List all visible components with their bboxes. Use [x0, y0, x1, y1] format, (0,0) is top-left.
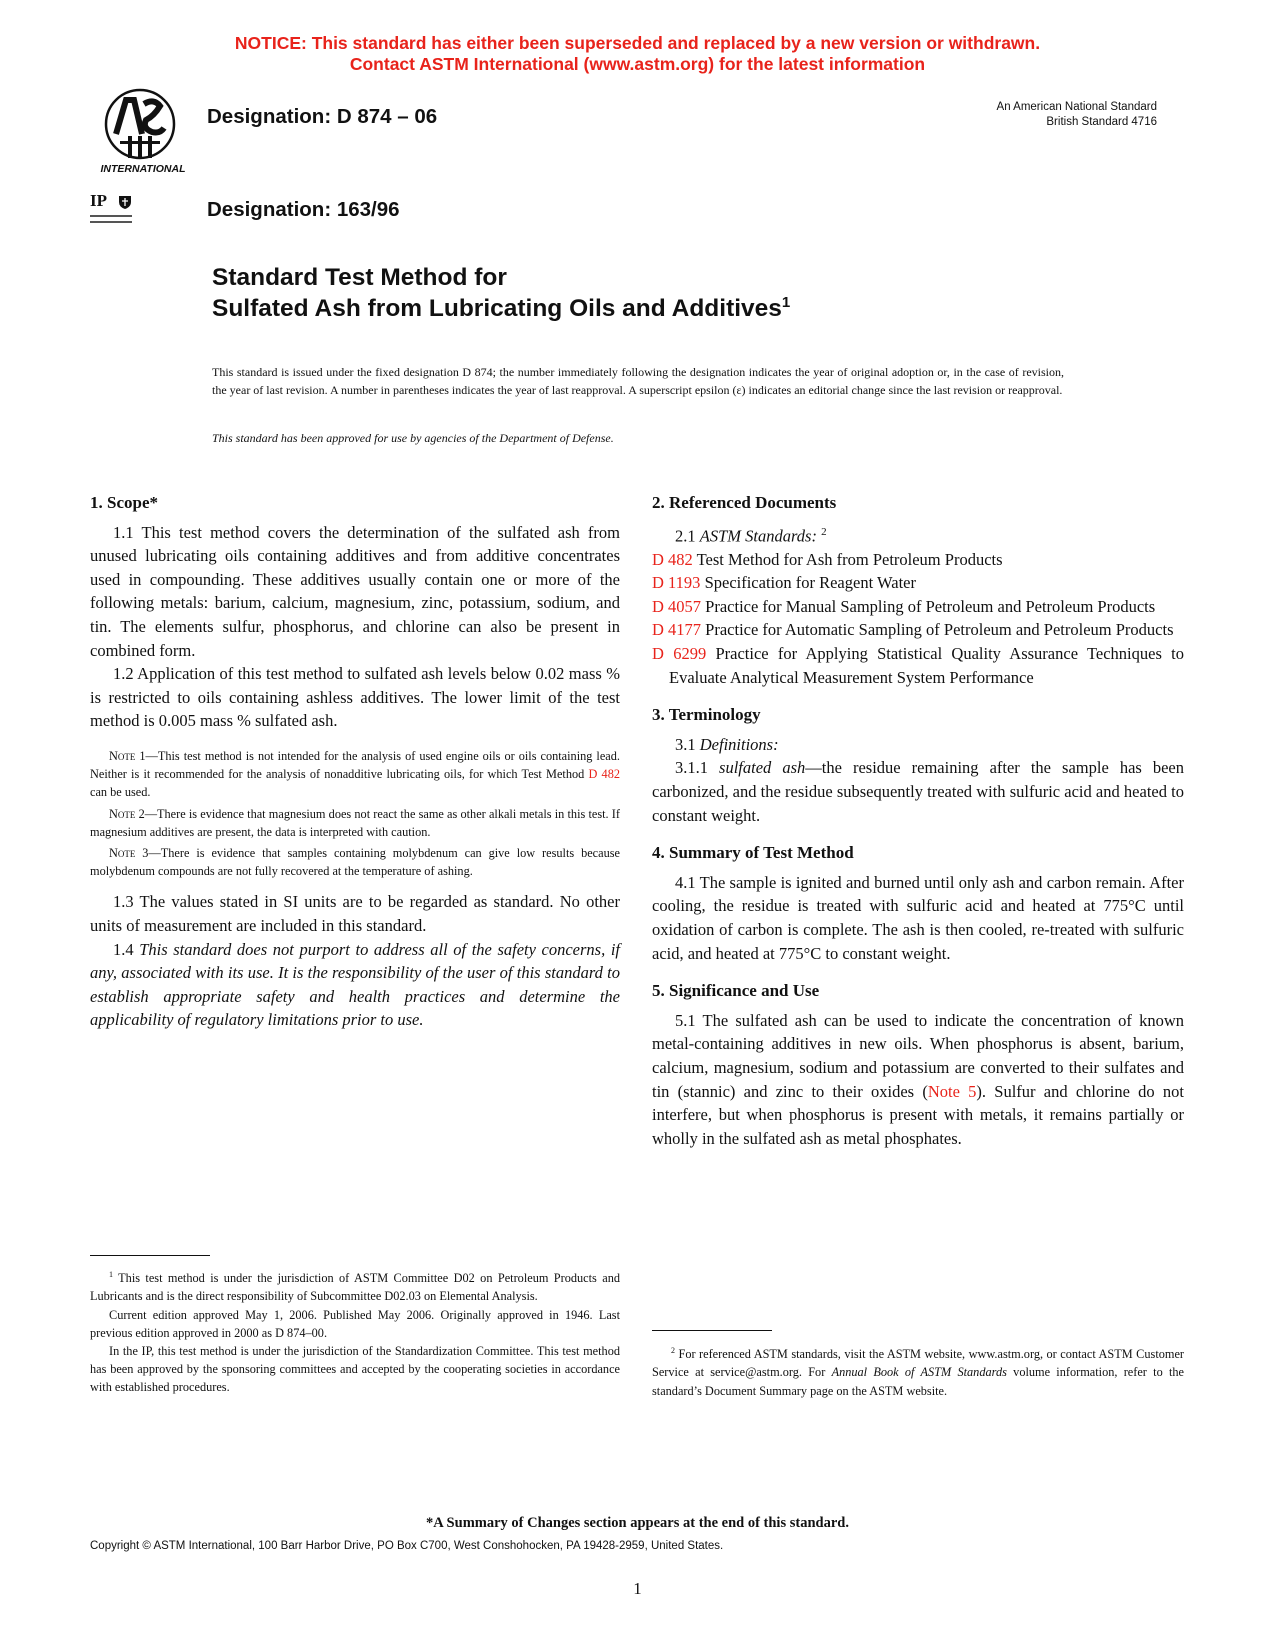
paragraph-2-1-number: 2.1 — [675, 526, 700, 546]
title-line-1: Standard Test Method for — [212, 264, 507, 291]
footnote-1-mark: 1 — [109, 1270, 113, 1279]
withdrawal-notice — [0, 33, 1275, 75]
note-2-text: 2—There is evidence that magnesium does not react the same as other alkali metals in this test. If magnesium additives are present, the data is interpreted with caution. — [90, 806, 620, 839]
ref-title: Specification for Reagent Water — [700, 573, 916, 593]
footnote-1-para-2: Current edition approved May 1, 2006. Published May 2006. Originally approved in 1946. Last previous edition approved in 2000 as D 874–00. — [90, 1307, 620, 1340]
note-2 — [90, 805, 620, 841]
footnote-1-para-1 — [90, 1266, 620, 1306]
footnote-rule — [90, 1255, 210, 1256]
paragraph-1-4 — [90, 938, 620, 1032]
paragraph-3-1-1-number: 3.1.1 — [675, 758, 720, 778]
section-significance-heading: 5. Significance and Use — [652, 981, 820, 1001]
ref-link[interactable]: D 1193 — [652, 573, 701, 593]
issuance-statement: This standard is issued under the fixed designation D 874; the number immediately following the designation indicates the year of original adoption or, in the case of revision, the year of last revision. A number in parentheses indicates the year of last reapproval. A superscript epsilon (ε) indicates an editorial change since the last revision or reapproval. — [212, 365, 1064, 397]
ref-link[interactable]: D 4177 — [652, 620, 702, 640]
footnote-2-text-c: volume information, refer to the standard’s Document Summary page on the ASTM website. — [652, 1365, 1185, 1398]
note-label: Note — [109, 806, 136, 821]
ref-title: Test Method for Ash from Petroleum Products — [692, 549, 1003, 569]
footnote-2-ref[interactable]: 2 — [821, 525, 827, 538]
footnote-1-para-3: In the IP, this test method is under the jurisdiction of the Standardization Committee. This test method has been approved by the sponsoring committees and accepted by the cooperating societies in accordance with established procedures. — [90, 1343, 620, 1395]
note-3-text: 3—There is evidence that samples containing molybdenum can give low results because molybdenum compounds are not fully recovered at the temperature of ashing. — [90, 845, 620, 879]
referenced-doc — [652, 595, 1184, 619]
section-terminology-heading: 3. Terminology — [652, 705, 761, 725]
copyright: Copyright © ASTM International, 100 Barr Harbor Drive, PO Box C700, West Conshohocken, PA 19428-2959, United States. — [90, 1540, 724, 1552]
paragraph-1-4-number: 1.4 — [113, 939, 140, 959]
paragraph-4-1: 4.1 The sample is ignited and burned until only ash and carbon remain. After cooling, the residue is treated with sulfuric acid and heated at 775°C until oxidation of carbon is complete. The ash is then cooled, re-treated with sulfuric acid, and heated at 775°C to constant weight. — [652, 872, 1184, 963]
paragraph-1-1: 1.1 This test method covers the determination of the sulfated ash from unused lubricating oils containing additives and from additive concentrates used in compounding. These additives usually contain one or more of the following metals: barium, calcium, magnesium, zinc, potassium, sodium, and tin. The elements sulfur, phosphorus, and chlorine can also be present in combined form. — [90, 522, 620, 660]
note-1-text-b: can be used. — [90, 785, 151, 800]
ip-logo-line — [90, 215, 132, 217]
notice-line-1: NOTICE: This standard has either been superseded and replaced by a new version or withdrawn. — [234, 33, 1041, 53]
paragraph-2-1 — [652, 521, 1184, 548]
footnote-2-para — [652, 1342, 1184, 1400]
definitions-label: Definitions: — [699, 734, 779, 754]
footnote-2-mark: 2 — [671, 1346, 675, 1355]
paragraph-1-4-text: This standard does not purport to address all of the safety concerns, if any, associated with its use. It is the responsibility of the user of this standard to establish appropriate safety and health practices and determine the applicability of regulatory limitations prior to use. — [90, 939, 620, 1030]
ref-title: Practice for Manual Sampling of Petroleum and Petroleum Products — [701, 596, 1156, 616]
section-scope-heading: 1. Scope* — [90, 493, 158, 512]
ip-shield-icon — [118, 195, 132, 210]
designation: Designation: D 874 – 06 — [207, 105, 438, 128]
note-1-link-d482[interactable]: D 482 — [588, 767, 620, 782]
paragraph-3-1 — [652, 733, 1184, 757]
title-line-2: Sulfated Ash from Lubricating Oils and Additives — [212, 295, 782, 322]
note-1-text-a: 1—This test method is not intended for the analysis of used engine oils or oils containing lead. Neither is it recommended for the analysis of nonadditive lubricating oils, for which Test Method — [90, 748, 620, 782]
astm-standards-label: ASTM Standards: — [699, 526, 817, 546]
footnote-2 — [652, 1342, 1184, 1400]
paragraph-5-1-text-a: 5.1 The sulfated ash can be used to indicate the concentration of known metal-containing additives in new oils. When phosphorus is absent, barium, calcium, magnesium, sodium and potassium are converted to their sulfates and tin (stannic) and zinc to their oxides ( — [652, 1010, 1184, 1101]
ip-designation: Designation: 163/96 — [207, 198, 400, 221]
summary-of-changes-note: *A Summary of Changes section appears at the end of this standard. — [426, 1515, 849, 1531]
footnote-rule — [652, 1330, 772, 1331]
paragraph-5-1-text-b: ). Sulfur and chlorine do not interfere, but when phosphorus is present with metals, it remains partially or wholly in the sulfated ash as metal phosphates. — [652, 1081, 1185, 1148]
paragraph-3-1-number: 3.1 — [675, 734, 700, 754]
referenced-doc — [652, 548, 1184, 572]
ip-logo-text: IP — [90, 191, 107, 210]
referenced-doc — [652, 618, 1184, 642]
footnote-1 — [90, 1266, 620, 1397]
note-5-link[interactable]: Note 5 — [927, 1081, 977, 1101]
section-referenced-heading: 2. Referenced Documents — [652, 493, 837, 512]
right-column — [652, 491, 1184, 1150]
title-footnote-mark[interactable]: 1 — [781, 293, 791, 311]
definition-text: —the residue remaining after the sample has been carbonized, and the residue subsequently treated with sulfuric acid and heated to constant weight. — [652, 758, 1185, 825]
document-title — [212, 262, 790, 324]
section-summary-heading: 4. Summary of Test Method — [652, 843, 854, 863]
paragraph-1-3: 1.3 The values stated in SI units are to be regarded as standard. No other units of measurement are included in this standard. — [90, 892, 620, 935]
note-label: Note — [109, 845, 136, 860]
ref-link[interactable]: D 4057 — [652, 596, 702, 616]
ans-line-2: British Standard 4716 — [1046, 116, 1157, 128]
paragraph-1-2: 1.2 Application of this test method to sulfated ash levels below 0.02 mass % is restricted to oils containing ashless additives. The lower limit of the test method is 0.005 mass % sulfated ash. — [90, 664, 620, 731]
page-number: 1 — [633, 1579, 642, 1598]
astm-logo — [90, 86, 196, 182]
american-national-standard — [997, 100, 1157, 130]
ip-logo-line — [90, 221, 132, 223]
ip-logo — [90, 193, 150, 233]
paragraph-3-1-1 — [652, 756, 1184, 827]
paragraph-5-1 — [652, 1009, 1184, 1151]
ref-title: Practice for Applying Statistical Quality Assurance Techniques to Evaluate Analytical Measurement System Performance — [669, 644, 1184, 687]
note-1 — [90, 747, 620, 802]
left-column — [90, 491, 620, 1032]
referenced-doc — [652, 642, 1184, 689]
footnote-2-text-a: For referenced ASTM standards, visit the ASTM website, www.astm.org, or contact ASTM Customer Service at service@astm.org. For — [652, 1347, 1184, 1380]
ref-title: Practice for Automatic Sampling of Petroleum and Petroleum Products — [701, 620, 1174, 640]
referenced-doc — [652, 571, 1184, 595]
ans-line-1: An American National Standard — [996, 101, 1157, 113]
ref-link[interactable]: D 6299 — [652, 644, 707, 664]
ref-link[interactable]: D 482 — [652, 549, 693, 569]
footnote-1-text: This test method is under the jurisdiction of ASTM Committee D02 on Petroleum Products and Lubricants and is the direct responsibility of Subcommittee D02.03 on Elemental Analysis. — [90, 1271, 620, 1304]
notice-line-2: Contact ASTM International (www.astm.org) for the latest information — [349, 54, 926, 74]
annual-book-title: Annual Book of ASTM Standards — [831, 1365, 1007, 1380]
note-label: Note — [109, 748, 136, 763]
note-3 — [90, 844, 620, 880]
astm-logo-text: INTERNATIONAL — [100, 163, 186, 175]
dod-approval: This standard has been approved for use by agencies of the Department of Defense. — [212, 431, 614, 445]
term-sulfated-ash: sulfated ash — [719, 758, 806, 778]
